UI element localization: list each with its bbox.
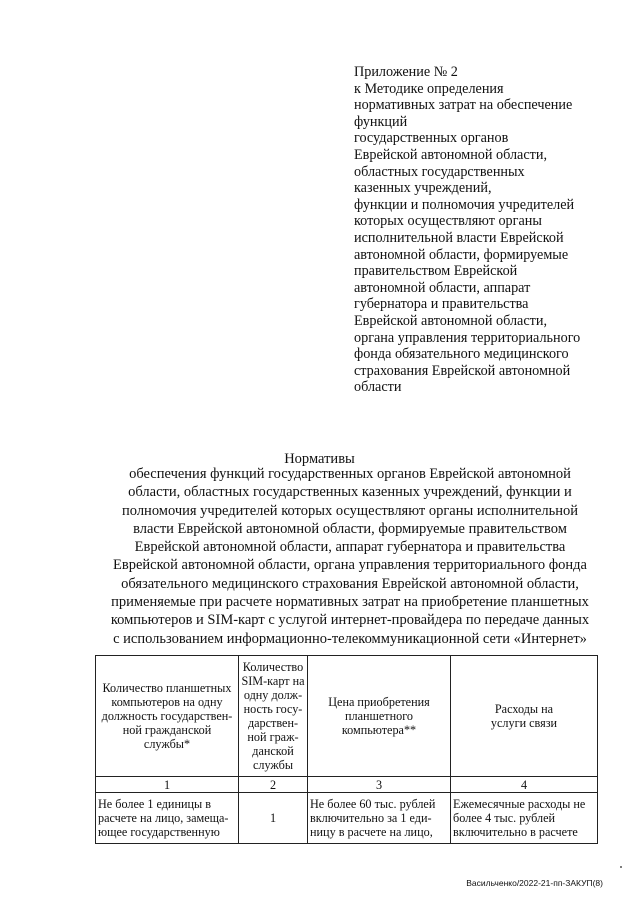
header-line: ной граж- — [247, 730, 299, 744]
column-number: 3 — [308, 777, 451, 793]
header-line: ной гражданской — [122, 723, 212, 737]
header-cell-tablets — [96, 656, 239, 777]
appendix-block — [354, 64, 624, 396]
subtitle-line: с использованием информационно-телекоммуникационной сети «Интернет» — [113, 630, 587, 647]
column-number: 4 — [451, 777, 598, 793]
subtitle-line: обязательного медицинского страхования Еврейской автономной области, — [121, 575, 579, 592]
cell-line: включительно за 1 еди- — [310, 811, 432, 825]
column-number: 1 — [96, 777, 239, 793]
cell-tablets — [96, 793, 239, 844]
cell-line: ющее государственную — [98, 825, 220, 839]
table-number-row — [96, 777, 598, 793]
subtitle-line: области, областных государственных казенных учреждений, функции и — [128, 484, 572, 501]
appendix-line: государственных органов — [354, 130, 509, 147]
cell-price — [308, 793, 451, 844]
table-row — [96, 793, 598, 844]
header-line: SIM-карт на — [241, 674, 305, 688]
appendix-line: областных государственных — [354, 163, 525, 180]
appendix-line: правительством Еврейской — [354, 263, 518, 280]
header-cell-price — [308, 656, 451, 777]
cell-line: Ежемесячные расходы не — [453, 797, 586, 811]
appendix-line: казенных учреждений, — [354, 180, 492, 197]
normatives-table — [95, 655, 598, 844]
appendix-line: функций — [354, 113, 408, 130]
header-line: данской — [252, 744, 294, 758]
cell-line: Не более 1 единицы в — [98, 797, 212, 811]
cell-line: включительно в расчете — [453, 825, 578, 839]
header-line: одну долж- — [243, 688, 303, 702]
cell-line: Не более 60 тыс. рублей — [310, 797, 436, 811]
subtitle-line: обеспечения функций государственных органов Еврейской автономной — [129, 466, 571, 482]
header-line: ность госу- — [243, 702, 303, 716]
subtitle-line: полномочия учредителей которых осуществляют органы исполнительной — [122, 502, 578, 519]
header-line: дарствен- — [247, 716, 299, 730]
cell-line: более 4 тыс. рублей — [453, 811, 556, 825]
scan-mark — [620, 866, 622, 868]
appendix-line: области — [354, 379, 402, 396]
appendix-line: исполнительной власти Еврейской — [354, 229, 564, 246]
subtitle-line: Еврейской автономной области, органа управления территориального фонда — [113, 557, 587, 574]
appendix-line: Еврейской автономной области, — [354, 146, 547, 163]
header-cell-communication — [451, 656, 598, 777]
cell-communication — [451, 793, 598, 844]
header-line: службы* — [143, 737, 191, 751]
appendix-line: губернатора и правительства — [354, 296, 529, 313]
cell-line: ницу в расчете на лицо, — [310, 825, 433, 839]
appendix-line: функции и полномочия учредителей — [354, 196, 575, 213]
appendix-line: фонда обязательного медицинского — [354, 346, 569, 363]
header-line: Расходы на — [494, 702, 554, 716]
header-line: должность государствен- — [101, 709, 233, 723]
header-line: компьютера** — [341, 723, 417, 737]
header-line: Количество планшетных — [102, 681, 232, 695]
header-line: компьютеров на одну — [111, 695, 223, 709]
header-line: услуги связи — [490, 716, 558, 730]
subtitle-line: Еврейской автономной области, аппарат губернатора и правительства — [134, 539, 566, 556]
column-number: 2 — [239, 777, 308, 793]
appendix-line: страхования Еврейской автономной — [354, 362, 571, 379]
appendix-line: к Методике определения — [354, 80, 504, 97]
subtitle-line: компьютеров и SIM-карт с услугой интернет-провайдера по передаче данных — [110, 612, 590, 629]
header-line: планшетного — [344, 709, 414, 723]
header-line: Количество — [242, 660, 304, 674]
cell-line: расчете на лицо, замеща- — [98, 811, 229, 825]
document-code: Васильченко/2022-21-пп-ЗАКУП(8) — [466, 878, 603, 888]
cell-line: 1 — [269, 811, 277, 825]
normatives-subtitle — [90, 465, 610, 648]
normatives-title: Нормативы — [284, 451, 355, 467]
appendix-line: органа управления территориального — [354, 329, 581, 346]
cell-sim — [239, 793, 308, 844]
header-line: Цена приобретения — [328, 695, 430, 709]
table-header-row — [96, 656, 598, 777]
appendix-line: автономной области, формируемые — [354, 246, 569, 263]
appendix-line: автономной области, аппарат — [354, 279, 531, 296]
subtitle-line: власти Еврейской автономной области, формируемые правительством — [133, 520, 567, 537]
appendix-line: Еврейской автономной области, — [354, 312, 547, 329]
appendix-line: нормативных затрат на обеспечение — [354, 97, 573, 114]
appendix-line: которых осуществляют органы — [354, 213, 542, 230]
header-cell-sim — [239, 656, 308, 777]
subtitle-line: применяемые при расчете нормативных затрат на приобретение планшетных — [111, 594, 589, 611]
appendix-line: Приложение № 2 — [354, 64, 458, 80]
header-line: службы — [252, 758, 294, 772]
